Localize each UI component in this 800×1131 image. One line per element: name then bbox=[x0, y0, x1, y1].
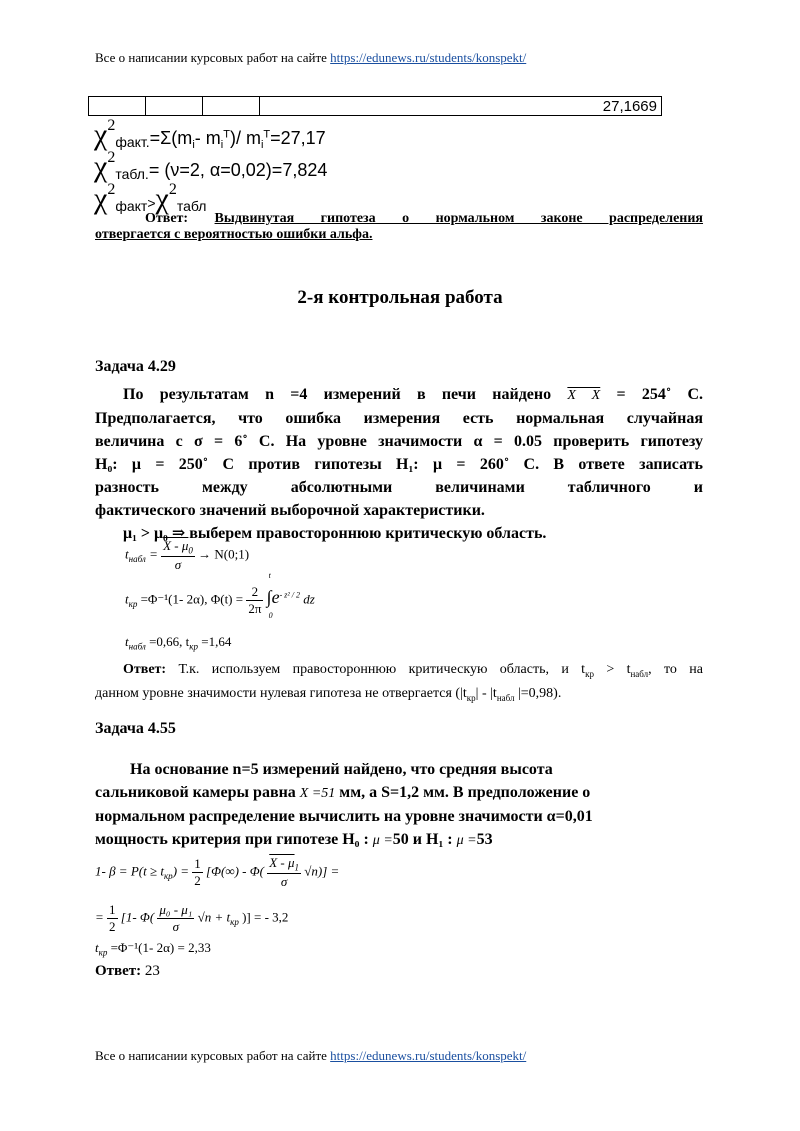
task-2-statement: На основание n=5 измерений найдено, что средняя высота сальниковой камеры равна X =51 мм, а S=1,2 мм. В предположение о нормальном распределение вычислить на уровне значимости α=0,01 мощность критерия при гипотезе H₀ : μ =50 и H₁ : μ =53 bbox=[95, 761, 593, 848]
table-cell-2 bbox=[146, 97, 203, 116]
answer-1 bbox=[95, 211, 703, 243]
chi-formula-1: $\chi 2факт.=\Sigma(m_i-$ $m_i^T)/$ $m_i^T=27,17$ bbox=[94, 117, 326, 152]
section-title: 2-я контрольная работа bbox=[297, 287, 503, 308]
task-1-heading: Задача 4.29 bbox=[95, 358, 176, 375]
task-2-eq1: 1- $\beta = P(t \ge t_{кр})$ = $\frac{1}{2}$ [Φ(∞) - Φ( $\frac{X - \mu_1}{\sigma}$ √n)] = bbox=[95, 855, 340, 889]
chi-formula-2: χ2табл.= (ν=2, α=0,02)=7,824 bbox=[94, 149, 328, 183]
task-1-eq2: $t_{кр} =\Phi^{-1}(1-$ 2α), Φ(t) = $\frac{2}{2\pi}$ t $\int e^{- z^2 / 2}$ 0 dz bbox=[125, 571, 315, 621]
page-header bbox=[95, 50, 526, 66]
task-1-eq1: $t_{набл}$ = $\frac{X - \mu_0}{\sigma}$ → N(0;1) bbox=[125, 538, 250, 572]
task-2-eq3: $t_{кр} =\Phi^{-1}(1-$ 2α) = 2,33 bbox=[95, 940, 211, 958]
task-2-heading: Задача 4.55 bbox=[95, 720, 176, 737]
table-cell-1 bbox=[89, 97, 146, 116]
table-cell-3 bbox=[203, 97, 260, 116]
chi-formula-3: χ2факт>χ2табл bbox=[94, 181, 207, 215]
task-1-eq3: $t_{набл} =0,66$, $t_{кр} =1,64$ bbox=[125, 634, 232, 652]
task-2-answer: Ответ: 23 bbox=[95, 963, 160, 979]
data-table-row bbox=[88, 96, 662, 116]
answer-1-line1: Выдвинутая гипотеза о нормальном законе распределения bbox=[214, 211, 704, 226]
answer-1-label: Ответ: bbox=[145, 211, 189, 226]
task-1-statement: По результатам n =4 измерений в печи найдено X X = 254˚ С. Предполагается, что ошибка измерения есть нормальная случайная величина с σ = 6˚ С. На уровне значимости α = 0.05 проверить гипотезу H₀: μ = 250˚ С против гипотезы H₁: μ = 260˚ С. В ответе записать разность между абсолютными величинами табличного и фактического значений выборочной характеристики. μ₁ > μ₀ ⇒ выберем правостороннюю критическую область. bbox=[95, 386, 704, 542]
table-cell-value: 27,1669 bbox=[260, 97, 662, 116]
page-footer bbox=[95, 1048, 526, 1064]
footer-link[interactable]: https://edunews.ru/students/konspekt/ bbox=[330, 1048, 527, 1063]
task-1-answer: Ответ: Т.к. используем правостороннюю критическую область, и $t_{кр} > t_{набл}$, то на данном уровне значимости нулевая гипотеза не отвергается ($|t_{кр}| - |t_{набл}$ |=0,98). bbox=[95, 662, 704, 703]
header-link[interactable]: https://edunews.ru/students/konspekt/ bbox=[330, 50, 527, 65]
task-2-eq2: = $\frac{1}{2}$ [1- Φ( $\frac{\text{μ₀ - μ₁}}{\sigma}$ $√n + t_{кр}$ )] = - 3,2 bbox=[95, 902, 289, 934]
answer-1-line2: отвергается с вероятностью ошибки альфа. bbox=[95, 227, 373, 242]
header-text: Все о написании курсовых работ на сайте bbox=[95, 50, 331, 65]
footer-text: Все о написании курсовых работ на сайте bbox=[95, 1048, 331, 1063]
